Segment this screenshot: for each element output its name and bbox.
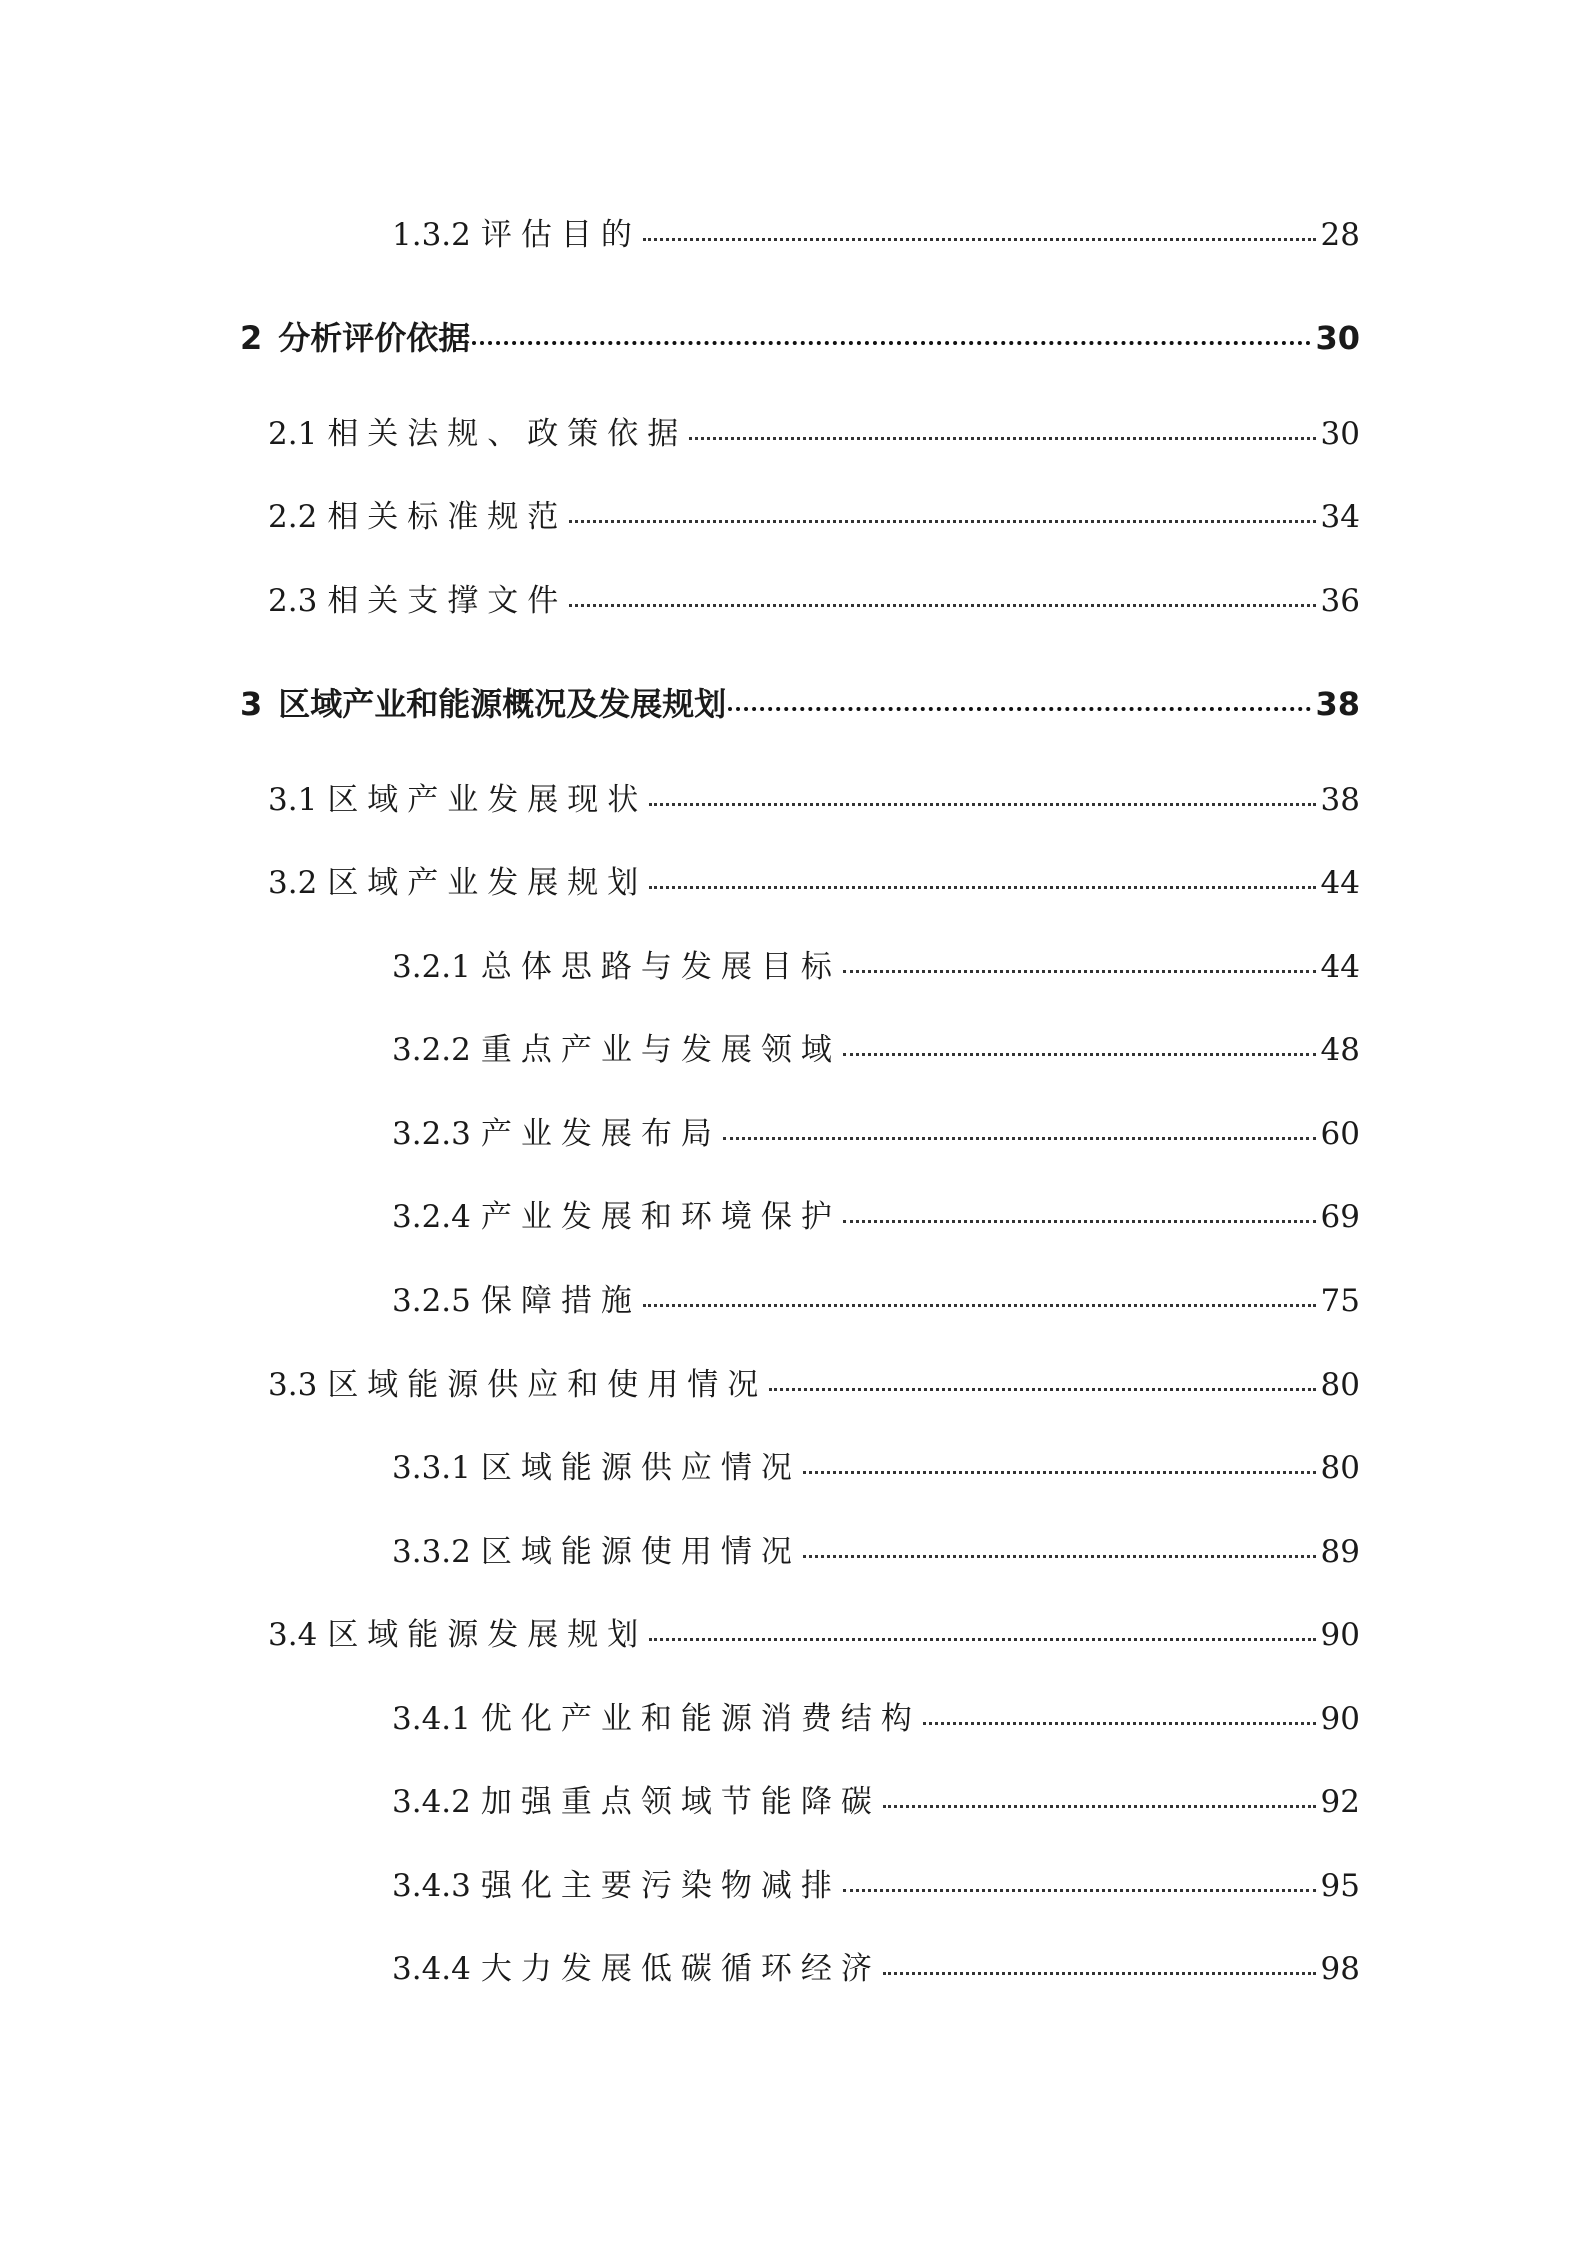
- dot-leader: [803, 1555, 1316, 1558]
- page-number: 60: [1320, 1116, 1360, 1152]
- toc-entry-3-2-5[interactable]: [392, 1276, 1360, 1326]
- entry-number: 2.1: [268, 416, 318, 452]
- entry-number: 3.3.1: [392, 1450, 471, 1486]
- page-number: 90: [1320, 1617, 1360, 1653]
- dot-leader: [803, 1471, 1316, 1474]
- entry-title: 重点产业与发展领域: [480, 1032, 841, 1068]
- page-number: 30: [1315, 319, 1360, 357]
- toc-entry-3-4-3[interactable]: [392, 1861, 1360, 1911]
- entry-number: 3.2.3: [392, 1116, 471, 1152]
- page-number: 30: [1320, 416, 1360, 452]
- entry-title: 区域能源发展规划: [327, 1617, 648, 1653]
- toc-entry-2-1[interactable]: [268, 409, 1360, 459]
- entry-number: 2: [240, 319, 263, 357]
- dot-leader: [843, 1220, 1316, 1223]
- toc-entry-3-4-1[interactable]: [392, 1694, 1360, 1744]
- toc-entry-2-2[interactable]: [268, 492, 1360, 542]
- toc-entry-3-3[interactable]: [268, 1360, 1360, 1410]
- dot-leader: [883, 1972, 1316, 1975]
- dot-leader: [843, 1053, 1316, 1056]
- entry-title: 相关法规、政策依据: [327, 416, 688, 452]
- toc-entry-3-3-2[interactable]: [392, 1527, 1360, 1577]
- entry-number: 2.2: [268, 499, 318, 535]
- dot-leader: [569, 604, 1316, 607]
- toc-entry-1-3-2[interactable]: [392, 210, 1360, 260]
- entry-number: 3: [240, 685, 263, 723]
- dot-leader: [649, 886, 1316, 889]
- dot-leader: [643, 1304, 1316, 1307]
- page-number: 95: [1320, 1868, 1360, 1904]
- entry-number: 3.4.4: [392, 1951, 471, 1987]
- page-number: 90: [1320, 1701, 1360, 1737]
- dot-leader: [649, 803, 1316, 806]
- entry-title: 总体思路与发展目标: [480, 949, 841, 985]
- page-number: 28: [1320, 217, 1360, 253]
- entry-title: 产业发展和环境保护: [480, 1199, 841, 1235]
- dot-leader: [883, 1805, 1316, 1808]
- dot-leader: [569, 520, 1316, 523]
- entry-number: 3.3: [268, 1367, 318, 1403]
- page-number: 80: [1320, 1450, 1360, 1486]
- dot-leader: [472, 341, 1311, 345]
- page-number: 75: [1320, 1283, 1360, 1319]
- toc-entry-3-4-2[interactable]: [392, 1777, 1360, 1827]
- entry-number: 3.2: [268, 865, 318, 901]
- entry-number: 1.3.2: [392, 217, 471, 253]
- entry-title: 区域产业发展规划: [327, 865, 648, 901]
- toc-entry-2-3[interactable]: [268, 576, 1360, 626]
- toc-entry-3-2[interactable]: [268, 858, 1360, 908]
- entry-title: 区域能源供应情况: [480, 1450, 801, 1486]
- entry-number: 2.3: [268, 583, 318, 619]
- toc-entry-3-1[interactable]: [268, 775, 1360, 825]
- entry-number: 3.4: [268, 1617, 318, 1653]
- entry-title: 相关标准规范: [327, 499, 568, 535]
- dot-leader: [728, 707, 1311, 711]
- toc-entry-3-4[interactable]: [268, 1610, 1360, 1660]
- entry-number: 3.4.2: [392, 1784, 471, 1820]
- page-number: 34: [1320, 499, 1360, 535]
- dot-leader: [689, 437, 1316, 440]
- page-number: 69: [1320, 1199, 1360, 1235]
- toc-entry-3-2-1[interactable]: [392, 942, 1360, 992]
- dot-leader: [923, 1722, 1316, 1725]
- entry-title: 区域能源供应和使用情况: [327, 1367, 768, 1403]
- entry-number: 3.4.3: [392, 1868, 471, 1904]
- dot-leader: [643, 238, 1316, 241]
- entry-title: 评估目的: [480, 217, 641, 253]
- toc-entry-3-2-2[interactable]: [392, 1025, 1360, 1075]
- page-number: 36: [1320, 583, 1360, 619]
- entry-title: 大力发展低碳循环经济: [480, 1951, 881, 1987]
- page-number: 44: [1320, 949, 1360, 985]
- page-number: 98: [1320, 1951, 1360, 1987]
- page-number: 80: [1320, 1367, 1360, 1403]
- dot-leader: [769, 1388, 1316, 1391]
- toc-entry-3[interactable]: [240, 679, 1360, 729]
- entry-title: 分析评价依据: [278, 319, 471, 357]
- entry-number: 3.2.2: [392, 1032, 471, 1068]
- page-number: 38: [1320, 782, 1360, 818]
- entry-number: 3.2.1: [392, 949, 471, 985]
- toc-entry-2[interactable]: [240, 313, 1360, 363]
- entry-title: 加强重点领域节能降碳: [480, 1784, 881, 1820]
- page-number: 92: [1320, 1784, 1360, 1820]
- entry-title: 优化产业和能源消费结构: [480, 1701, 921, 1737]
- toc-entry-3-4-4[interactable]: [392, 1944, 1360, 1994]
- entry-title: 保障措施: [480, 1283, 641, 1319]
- page-number: 89: [1320, 1534, 1360, 1570]
- entry-number: 3.2.5: [392, 1283, 471, 1319]
- page-number: 48: [1320, 1032, 1360, 1068]
- entry-title: 区域产业和能源概况及发展规划: [278, 685, 727, 723]
- dot-leader: [843, 1889, 1316, 1892]
- entry-title: 区域能源使用情况: [480, 1534, 801, 1570]
- entry-number: 3.2.4: [392, 1199, 471, 1235]
- entry-title: 产业发展布局: [480, 1116, 721, 1152]
- entry-number: 3.4.1: [392, 1701, 471, 1737]
- page-number: 38: [1315, 685, 1360, 723]
- entry-number: 3.3.2: [392, 1534, 471, 1570]
- entry-title: 相关支撑文件: [327, 583, 568, 619]
- toc-entry-3-3-1[interactable]: [392, 1443, 1360, 1493]
- toc-entry-3-2-3[interactable]: [392, 1109, 1360, 1159]
- toc-entry-3-2-4[interactable]: [392, 1192, 1360, 1242]
- entry-title: 区域产业发展现状: [327, 782, 648, 818]
- entry-number: 3.1: [268, 782, 318, 818]
- entry-title: 强化主要污染物减排: [480, 1868, 841, 1904]
- dot-leader: [723, 1137, 1316, 1140]
- page-number: 44: [1320, 865, 1360, 901]
- dot-leader: [649, 1638, 1316, 1641]
- dot-leader: [843, 970, 1316, 973]
